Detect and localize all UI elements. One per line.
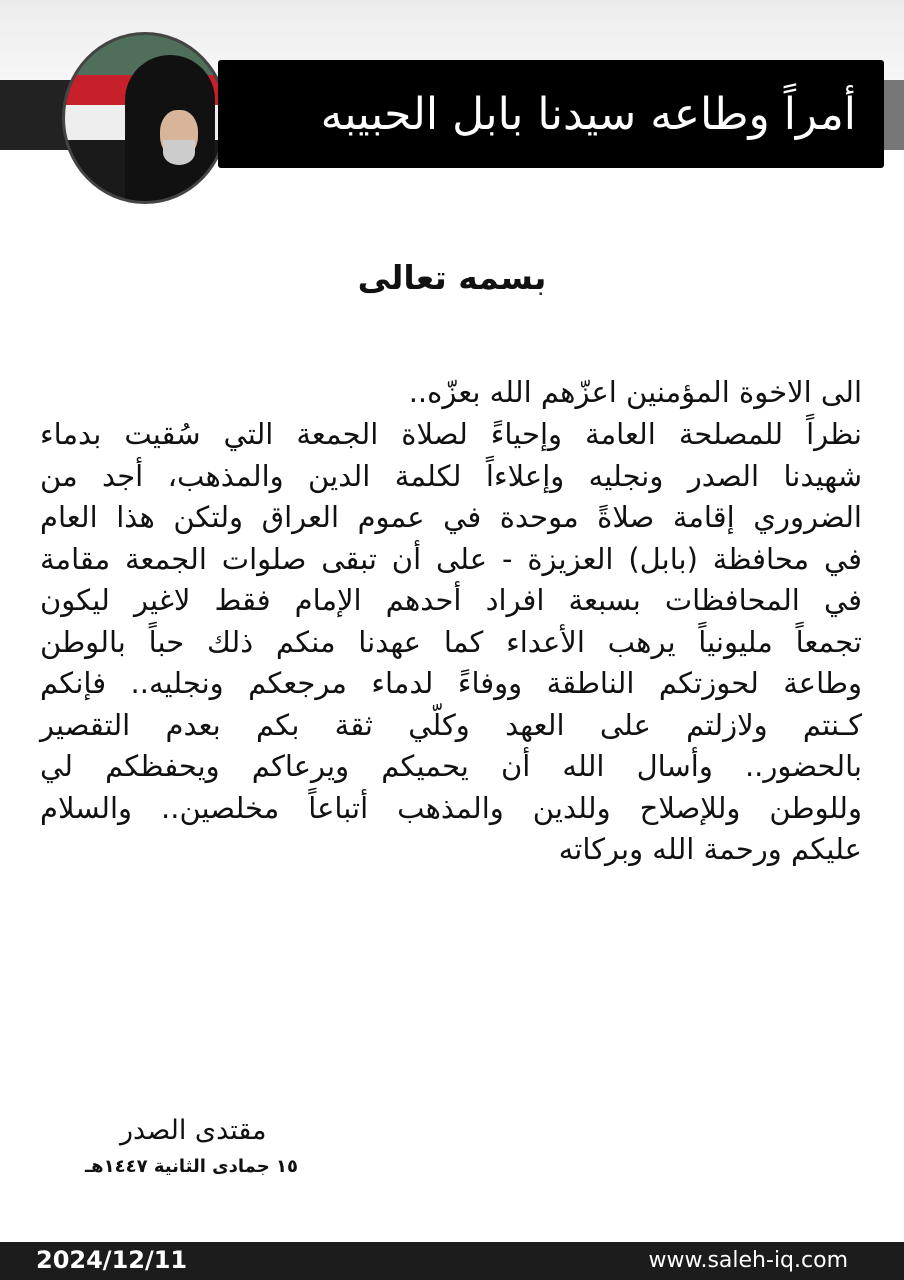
person-beard xyxy=(163,140,195,165)
body-line: نظراً للمصلحة العامة وإحياءً لصلاة الجمعة التي سُقيت بدماء xyxy=(40,417,862,451)
footer-bar xyxy=(0,1242,904,1280)
website-link[interactable]: www.saleh-iq.com xyxy=(648,1248,848,1273)
title-banner xyxy=(218,60,884,168)
basmala-heading: بسمه تعالى xyxy=(357,258,547,297)
body-line: بالحضور.. وأسال الله أن يحميكم ويرعاكم ويحفظكم لي xyxy=(40,749,862,783)
statement-body xyxy=(40,370,862,871)
body-line: تجمعاً مليونياً يرهب الأعداء كما عهدنا منكم ذلك حباً بالوطن xyxy=(40,624,862,659)
portrait-photo xyxy=(62,32,228,204)
signature: مقتدى الصدر xyxy=(120,1115,267,1146)
body-line: وطاعة لحوزتكم الناطقة ووفاءً لدماء مرجعكم ونجليه.. فإنكم xyxy=(40,666,862,700)
body-line: كـنتم ولازلتم على العهد وكلّي ثقة بكم بعدم التقصير xyxy=(40,707,862,742)
footer-date: 2024/12/11 xyxy=(36,1246,188,1274)
body-line: الى الاخوة المؤمنين اعزّهم الله بعزّه.. xyxy=(408,375,862,409)
body-line: الضروري إقامة صلاةً موحدة في عموم العراق ولتكن هذا العام xyxy=(40,500,862,534)
body-line: شهيدنا الصدر ونجليه وإعلاءاً لكلمة الدين والمذهب، أجد من xyxy=(40,458,862,493)
body-line: في المحافظات بسبعة افراد أحدهم الإمام فقط لاغير ليكون xyxy=(40,583,862,617)
hijri-date: ١٥ جمادى الثانية ١٤٤٧هـ xyxy=(85,1156,298,1177)
page-title: أمراً وطاعه سيدنا بابل الحبيبه xyxy=(320,88,856,140)
body-line: عليكم ورحمة الله وبركاته xyxy=(558,832,862,866)
body-line: وللوطن وللإصلاح وللدين والمذهب أتباعاً مخلصين.. والسلام xyxy=(40,790,862,825)
body-line: في محافظة (بابل) العزيزة - على أن تبقى صلوات الجمعة مقامة xyxy=(40,541,862,576)
